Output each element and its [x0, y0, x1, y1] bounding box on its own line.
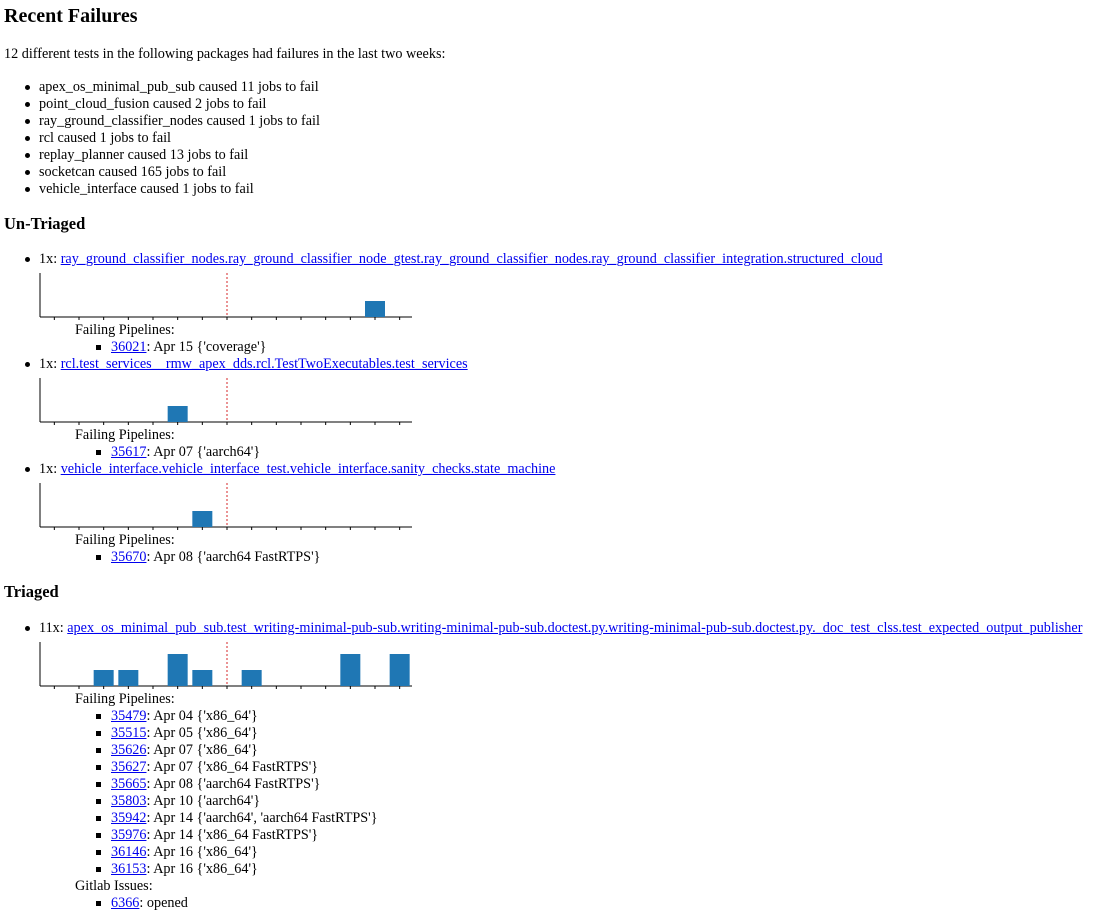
jobs-label: jobs to fail	[259, 113, 320, 129]
failing-pipelines-label: Failing Pipelines:	[75, 532, 175, 548]
failing-pipelines-label: Failing Pipelines:	[75, 322, 175, 338]
histogram-bar	[118, 670, 138, 686]
pipeline-tags: {'aarch64', 'aarch64 FastRTPS'}	[196, 810, 378, 826]
colon: :	[146, 444, 151, 460]
colon: :	[146, 725, 151, 741]
package-list-item	[39, 181, 254, 198]
histogram-bar	[390, 654, 410, 686]
page-title: Recent Failures	[4, 5, 138, 27]
caused-label: caused	[127, 147, 167, 163]
colon: :	[146, 339, 151, 355]
job-count: 165	[140, 164, 162, 180]
pipeline-link[interactable]: 35670	[111, 549, 147, 565]
caused-label: caused	[198, 79, 238, 95]
failure-histogram	[38, 271, 414, 323]
histogram-bar	[168, 654, 188, 686]
pipeline-link[interactable]: 35627	[111, 759, 147, 775]
list-square	[96, 450, 101, 455]
job-count: 11	[240, 79, 255, 95]
package-name: socketcan	[39, 164, 95, 180]
histogram-bar	[242, 670, 262, 686]
package-name: vehicle_interface	[39, 181, 137, 197]
pipeline-item	[111, 742, 258, 759]
list-bullet	[25, 362, 30, 367]
pipeline-date: Apr 14	[153, 827, 193, 843]
pipeline-date: Apr 08	[153, 776, 193, 792]
pipeline-date: Apr 07	[153, 742, 193, 758]
pipeline-item	[111, 549, 320, 566]
pipeline-date: Apr 15	[153, 339, 193, 355]
jobs-label: jobs to fail	[257, 79, 319, 95]
list-square	[96, 850, 101, 855]
list-square	[96, 555, 101, 560]
colon: :	[146, 827, 151, 843]
list-bullet	[25, 626, 30, 631]
pipeline-date: Apr 07	[153, 759, 193, 775]
colon: :	[146, 844, 151, 860]
pipeline-date: Apr 14	[153, 810, 193, 826]
pipeline-date: Apr 07	[153, 444, 193, 460]
issue-item	[111, 895, 188, 912]
job-count: 1	[182, 181, 190, 197]
jobs-label: jobs to fail	[110, 130, 171, 146]
failing-pipelines-label: Failing Pipelines:	[75, 691, 175, 707]
pipeline-link[interactable]: 35515	[111, 725, 147, 741]
gitlab-issues-label: Gitlab Issues:	[75, 878, 153, 894]
colon: :	[146, 759, 151, 775]
caused-label: caused	[140, 181, 179, 197]
list-square	[96, 714, 101, 719]
test-link[interactable]: apex_os_minimal_pub_sub.test_writing-minimal-pub-sub.writing-minimal-pub-sub.doctest.py.writing-minimal-pub-sub.doctest.py._doc_test_clss.test_expected_output_publisher	[67, 620, 1083, 636]
job-count: 1	[99, 130, 107, 146]
histogram-bar	[192, 670, 212, 686]
list-bullet	[25, 119, 30, 124]
pipeline-date: Apr 10	[153, 793, 193, 809]
pipeline-link[interactable]: 36146	[111, 844, 147, 860]
package-name: rcl	[39, 130, 54, 146]
test-item	[39, 251, 883, 268]
test-link[interactable]: rcl.test_services__rmw_apex_dds.rcl.TestTwoExecutables.test_services	[60, 356, 468, 372]
pipeline-tags: {'aarch64'}	[196, 793, 261, 809]
package-list-item	[39, 113, 320, 130]
section-title: Un-Triaged	[4, 214, 86, 233]
list-bullet	[25, 187, 30, 192]
caused-label: caused	[206, 113, 246, 129]
pipeline-link[interactable]: 35803	[111, 793, 147, 809]
failure-histogram	[38, 481, 414, 533]
list-square	[96, 765, 101, 770]
pipeline-date: Apr 16	[153, 861, 193, 877]
package-name: ray_ground_classifier_nodes	[39, 113, 203, 129]
pipeline-tags: {'x86_64'}	[196, 861, 258, 877]
pipeline-date: Apr 04	[153, 708, 193, 724]
package-list-item	[39, 79, 319, 96]
list-square	[96, 867, 101, 872]
list-bullet	[25, 85, 30, 90]
pipeline-item	[111, 339, 266, 356]
pipeline-item	[111, 776, 320, 793]
pipeline-item	[111, 827, 318, 844]
job-count: 2	[195, 96, 203, 112]
pipeline-tags: {'x86_64 FastRTPS'}	[196, 827, 319, 843]
pipeline-tags: {'x86_64'}	[196, 742, 258, 758]
pipeline-tags: {'x86_64'}	[196, 725, 258, 741]
list-bullet	[25, 153, 30, 158]
test-item	[39, 461, 555, 478]
pipeline-link[interactable]: 36153	[111, 861, 147, 877]
colon: :	[146, 861, 151, 877]
pipeline-tags: {'aarch64 FastRTPS'}	[196, 776, 321, 792]
failure-histogram	[38, 376, 414, 428]
test-link[interactable]: vehicle_interface.vehicle_interface_test.vehicle_interface.sanity_checks.state_machine	[60, 461, 556, 477]
colon: :	[146, 742, 151, 758]
list-square	[96, 901, 101, 906]
failure-count: 11x:	[39, 620, 64, 636]
pipeline-date: Apr 16	[153, 844, 193, 860]
pipeline-link[interactable]: 35976	[111, 827, 147, 843]
test-item	[39, 620, 1082, 637]
pipeline-tags: {'x86_64'}	[196, 708, 258, 724]
list-square	[96, 833, 101, 838]
list-bullet	[25, 102, 30, 107]
package-list-item	[39, 164, 226, 181]
jobs-label: jobs to fail	[193, 181, 254, 197]
pipeline-item	[111, 725, 258, 742]
test-link[interactable]: ray_ground_classifier_nodes.ray_ground_classifier_node_gtest.ray_ground_classifier_nodes.ray_ground_classifier_integration.structured_cloud	[60, 251, 883, 267]
histogram-bar	[94, 670, 114, 686]
job-count: 13	[169, 147, 184, 163]
list-square	[96, 799, 101, 804]
histogram-bar	[168, 406, 188, 422]
pipeline-link[interactable]: 35617	[111, 444, 147, 460]
failing-pipelines-label: Failing Pipelines:	[75, 427, 175, 443]
pipeline-item	[111, 444, 260, 461]
pipeline-item	[111, 793, 260, 810]
pipeline-date: Apr 05	[153, 725, 193, 741]
caused-label: caused	[57, 130, 97, 146]
list-bullet	[25, 467, 30, 472]
pipeline-item	[111, 844, 258, 861]
pipeline-tags: {'aarch64 FastRTPS'}	[196, 549, 321, 565]
list-bullet	[25, 170, 30, 175]
pipeline-item	[111, 708, 258, 725]
pipeline-link[interactable]: 35479	[111, 708, 147, 724]
list-square	[96, 345, 101, 350]
histogram-bar	[365, 301, 385, 317]
colon: :	[146, 776, 151, 792]
list-square	[96, 748, 101, 753]
colon: :	[146, 549, 151, 565]
pipeline-item	[111, 759, 318, 776]
jobs-label: jobs to fail	[187, 147, 249, 163]
job-count: 1	[248, 113, 256, 129]
pipeline-link[interactable]: 35665	[111, 776, 147, 792]
failure-count: 1x:	[39, 356, 58, 372]
caused-label: caused	[98, 164, 138, 180]
pipeline-link[interactable]: 36021	[111, 339, 147, 355]
failure-histogram	[38, 640, 414, 692]
list-square	[96, 816, 101, 821]
package-list-item	[39, 130, 171, 147]
pipeline-date: Apr 08	[153, 549, 193, 565]
list-bullet	[25, 257, 30, 262]
issue-link[interactable]: 6366	[111, 895, 140, 911]
colon: :	[139, 895, 144, 911]
package-name: apex_os_minimal_pub_sub	[39, 79, 196, 95]
package-list-item	[39, 96, 266, 113]
test-item	[39, 356, 468, 373]
pipeline-tags: {'coverage'}	[196, 339, 267, 355]
pipeline-link[interactable]: 35626	[111, 742, 147, 758]
caused-label: caused	[152, 96, 192, 112]
pipeline-item	[111, 810, 378, 827]
jobs-label: jobs to fail	[165, 164, 227, 180]
jobs-label: jobs to fail	[205, 96, 267, 112]
pipeline-tags: {'aarch64'}	[196, 444, 261, 460]
failure-count: 1x:	[39, 251, 58, 267]
package-name: point_cloud_fusion	[39, 96, 150, 112]
list-bullet	[25, 136, 30, 141]
section-title: Triaged	[4, 582, 59, 601]
failure-count: 1x:	[39, 461, 58, 477]
colon: :	[146, 810, 151, 826]
pipeline-link[interactable]: 35942	[111, 810, 147, 826]
colon: :	[146, 708, 151, 724]
pipeline-item	[111, 861, 258, 878]
package-list-item	[39, 147, 248, 164]
colon: :	[146, 793, 151, 809]
list-square	[96, 782, 101, 787]
histogram-bar	[192, 511, 212, 527]
pipeline-tags: {'x86_64'}	[196, 844, 258, 860]
summary-text: 12 different tests in the following packages had failures in the last two weeks:	[4, 46, 446, 62]
histogram-bar	[340, 654, 360, 686]
list-square	[96, 731, 101, 736]
pipeline-tags: {'x86_64 FastRTPS'}	[196, 759, 319, 775]
package-name: replay_planner	[39, 147, 125, 163]
issue-status: opened	[146, 895, 188, 911]
